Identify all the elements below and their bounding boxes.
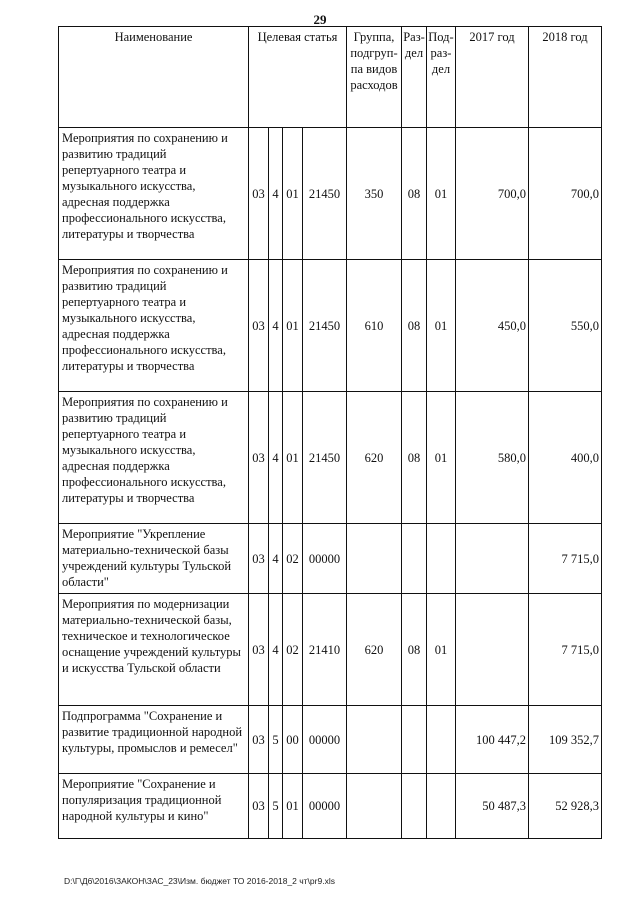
row-code-3: 01: [283, 774, 303, 839]
row-code-2: 4: [269, 260, 283, 392]
row-section: [402, 524, 427, 594]
table-row: [59, 392, 602, 524]
header-row: [59, 27, 602, 128]
row-code-2: 5: [269, 774, 283, 839]
row-subsection: 01: [427, 260, 456, 392]
row-amount-2017: 580,0: [456, 392, 529, 524]
row-group: 350: [347, 128, 402, 260]
row-code-4: 00000: [303, 706, 347, 774]
row-code-4: 21450: [303, 392, 347, 524]
row-section: 08: [402, 128, 427, 260]
row-code-1: 03: [249, 260, 269, 392]
table-row: [59, 128, 602, 260]
row-section: [402, 706, 427, 774]
row-code-2: 4: [269, 594, 283, 706]
row-amount-2017: 700,0: [456, 128, 529, 260]
row-amount-2018: 109 352,7: [529, 706, 602, 774]
row-group: [347, 774, 402, 839]
row-amount-2017: 450,0: [456, 260, 529, 392]
row-code-1: 03: [249, 594, 269, 706]
row-subsection: 01: [427, 594, 456, 706]
row-group: 610: [347, 260, 402, 392]
table-row: [59, 524, 602, 594]
row-code-4: 00000: [303, 524, 347, 594]
header-2017: 2017 год: [456, 27, 529, 128]
row-name: Мероприятия по сохранению и развитию традиций репертуарного театра и музыкального искусства, адресная поддержка профессионального искусства, литературы и творчества: [59, 260, 249, 392]
row-amount-2018: 52 928,3: [529, 774, 602, 839]
row-group: 620: [347, 392, 402, 524]
row-amount-2017: 100 447,2: [456, 706, 529, 774]
header-section: Раз-дел: [402, 27, 427, 128]
row-amount-2018: 7 715,0: [529, 594, 602, 706]
row-name: Мероприятие "Сохранение и популяризация традиционной народной культуры и кино": [59, 774, 249, 839]
row-code-3: 02: [283, 524, 303, 594]
row-code-3: 01: [283, 260, 303, 392]
row-name: Мероприятия по сохранению и развитию традиций репертуарного театра и музыкального искусства, адресная поддержка профессионального искусства, литературы и творчества: [59, 392, 249, 524]
row-amount-2018: 700,0: [529, 128, 602, 260]
page-number: 29: [313, 12, 327, 27]
row-amount-2017: 50 487,3: [456, 774, 529, 839]
row-section: 08: [402, 594, 427, 706]
row-code-3: 00: [283, 706, 303, 774]
row-group: [347, 706, 402, 774]
row-amount-2017: [456, 594, 529, 706]
row-code-2: 5: [269, 706, 283, 774]
row-code-3: 02: [283, 594, 303, 706]
row-code-2: 4: [269, 128, 283, 260]
header-expense-group: Группа, подгруп-па видов расходов: [347, 27, 402, 128]
row-name: Мероприятия по сохранению и развитию традиций репертуарного театра и музыкального искусства, адресная поддержка профессионального искусства, литературы и творчества: [59, 128, 249, 260]
row-subsection: [427, 524, 456, 594]
row-code-4: 21450: [303, 260, 347, 392]
row-subsection: 01: [427, 128, 456, 260]
row-amount-2018: 550,0: [529, 260, 602, 392]
row-section: 08: [402, 260, 427, 392]
row-group: 620: [347, 594, 402, 706]
header-subsection: Под-раз-дел: [427, 27, 456, 128]
row-code-4: 00000: [303, 774, 347, 839]
row-code-4: 21410: [303, 594, 347, 706]
row-code-2: 4: [269, 524, 283, 594]
row-amount-2018: 7 715,0: [529, 524, 602, 594]
row-code-1: 03: [249, 706, 269, 774]
row-code-2: 4: [269, 392, 283, 524]
row-code-3: 01: [283, 128, 303, 260]
row-amount-2018: 400,0: [529, 392, 602, 524]
row-group: [347, 524, 402, 594]
header-target-article: Целевая статья: [249, 27, 347, 128]
header-2018: 2018 год: [529, 27, 602, 128]
row-subsection: [427, 774, 456, 839]
budget-table: [58, 26, 602, 839]
table-row: [59, 706, 602, 774]
row-subsection: 01: [427, 392, 456, 524]
row-code-1: 03: [249, 774, 269, 839]
row-code-3: 01: [283, 392, 303, 524]
header-name: Наименование: [59, 27, 249, 128]
table-row: [59, 260, 602, 392]
row-name: Мероприятие "Укрепление материально-технической базы учреждений культуры Тульской области": [59, 524, 249, 594]
row-name: Мероприятия по модернизации материально-технической базы, техническое и технологическое оснащение учреждений культуры и искусства Тульской области: [59, 594, 249, 706]
row-code-4: 21450: [303, 128, 347, 260]
row-code-1: 03: [249, 128, 269, 260]
row-amount-2017: [456, 524, 529, 594]
row-section: [402, 774, 427, 839]
row-code-1: 03: [249, 524, 269, 594]
row-code-1: 03: [249, 392, 269, 524]
row-section: 08: [402, 392, 427, 524]
footer-file-path: D:\Г\Д6\2016\ЗАКОН\ЗАС_23\Изм. бюджет ТО 2016-2018_2 чт\pr9.xls: [64, 876, 335, 886]
row-name: Подпрограмма "Сохранение и развитие традиционной народной культуры, промыслов и ремесел": [59, 706, 249, 774]
row-subsection: [427, 706, 456, 774]
table-row: [59, 594, 602, 706]
table-row: [59, 774, 602, 839]
